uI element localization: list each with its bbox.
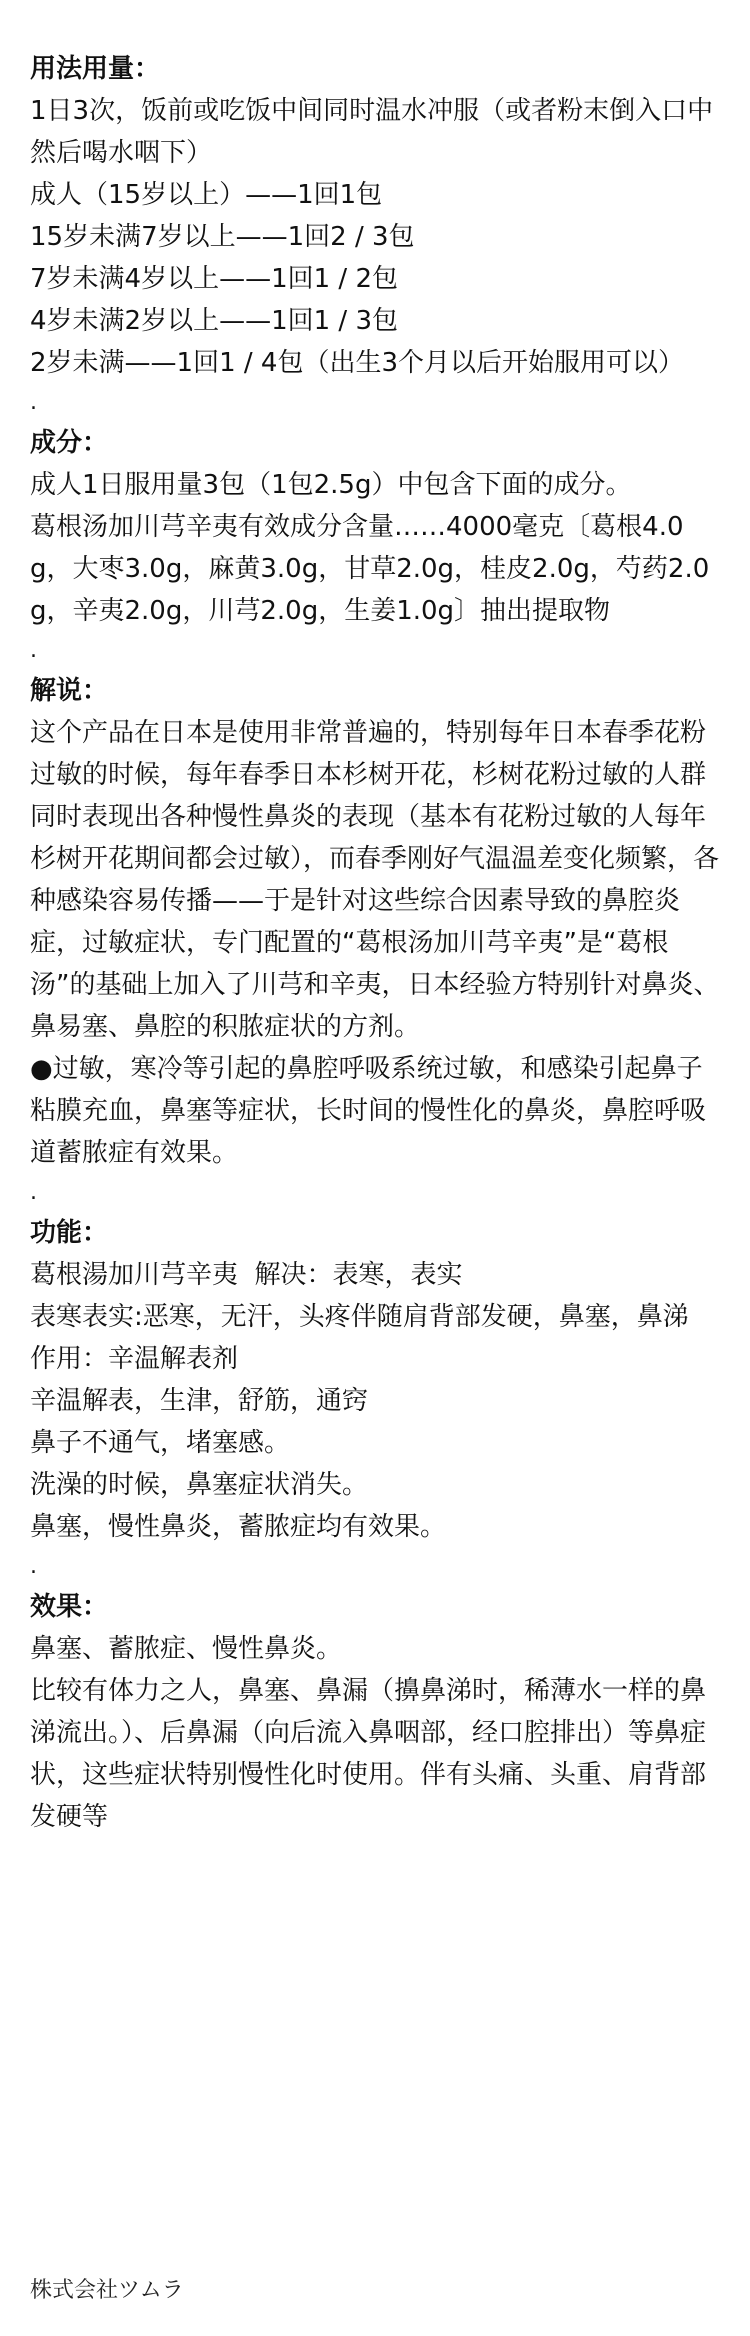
section-separator: .	[30, 390, 37, 415]
function-heading: 功能：	[30, 1218, 109, 1248]
function-line: 作用：辛温解表剂	[30, 1344, 239, 1374]
function-line: 鼻塞，慢性鼻炎，蓄脓症均有效果。	[30, 1512, 447, 1542]
usage-line: 2岁未满——1回1 / 4包（出生3个月以后开始服用可以）	[30, 348, 684, 378]
explanation-line: 这个产品在日本是使用非常普遍的，特别每年日本春季花粉过敏的时候，每年春季日本杉树开花，杉树花粉过敏的人群同时表现出各种慢性鼻炎的表现（基本有花粉过敏的人每年杉树开花期间都会过敏），而春季刚好气温温差变化频繁，各种感染容易传播——于是针对这些综合因素导致的鼻腔炎症，过敏症状，专门配置的“葛根汤加川芎辛夷”是“葛根汤”的基础上加入了川芎和辛夷，日本经验方特别针对鼻炎、鼻易塞、鼻腔的积脓症状的方剂。	[30, 718, 720, 1042]
function-section	[30, 1212, 722, 1548]
function-line: 葛根湯加川芎辛夷 解决：表寒，表实	[30, 1260, 463, 1290]
company-name: 株式会社ツムラ	[30, 2278, 184, 2303]
explanation-section	[30, 670, 722, 1174]
effect-heading: 效果：	[30, 1592, 109, 1622]
usage-section	[30, 48, 722, 384]
usage-line: 4岁未满2岁以上——1回1 / 3包	[30, 306, 398, 336]
function-line: 洗澡的时候，鼻塞症状消失。	[30, 1470, 369, 1500]
usage-line: 1日3次，饭前或吃饭中间同时温水冲服（或者粉末倒入口中然后喝水咽下）	[30, 96, 714, 168]
function-line: 辛温解表，生津，舒筋，通窍	[30, 1386, 369, 1416]
ingredients-section	[30, 422, 722, 632]
section-separator: .	[30, 638, 37, 663]
usage-line: 7岁未满4岁以上——1回1 / 2包	[30, 264, 398, 294]
section-separator: .	[30, 1554, 37, 1579]
explanation-line: ●过敏，寒冷等引起的鼻腔呼吸系统过敏，和感染引起鼻子粘膜充血，鼻塞等症状，长时间的慢性化的鼻炎，鼻腔呼吸道蓄脓症有效果。	[30, 1054, 707, 1168]
usage-line: 成人（15岁以上）——1回1包	[30, 180, 383, 210]
ingredients-heading: 成分：	[30, 428, 109, 458]
ingredients-line: 成人1日服用量3包（1包2.5g）中包含下面的成分。	[30, 470, 632, 500]
explanation-heading: 解说：	[30, 676, 109, 706]
usage-line: 15岁未满7岁以上——1回2 / 3包	[30, 222, 415, 252]
usage-heading: 用法用量：	[30, 54, 161, 84]
function-line: 表寒表实:恶寒，无汗，头疼伴随肩背部发硬，鼻塞，鼻涕	[30, 1302, 689, 1332]
ingredients-line: 葛根汤加川芎辛夷有效成分含量……4000毫克〔葛根4.0g，大枣3.0g，麻黄3.0g，甘草2.0g，桂皮2.0g，芍药2.0g，辛夷2.0g，川芎2.0g，生姜1.0g〕抽出提取物	[30, 512, 710, 626]
function-line: 鼻子不通气，堵塞感。	[30, 1428, 291, 1458]
section-separator: .	[30, 1180, 37, 1205]
effect-line: 比较有体力之人，鼻塞、鼻漏（擤鼻涕时，稀薄水一样的鼻涕流出。）、后鼻漏（向后流入鼻咽部，经口腔排出）等鼻症状，这些症状特别慢性化时使用。伴有头痛、头重、肩背部发硬等	[30, 1676, 707, 1832]
effect-line: 鼻塞、蓄脓症、慢性鼻炎。	[30, 1634, 343, 1664]
effect-section	[30, 1586, 722, 1838]
